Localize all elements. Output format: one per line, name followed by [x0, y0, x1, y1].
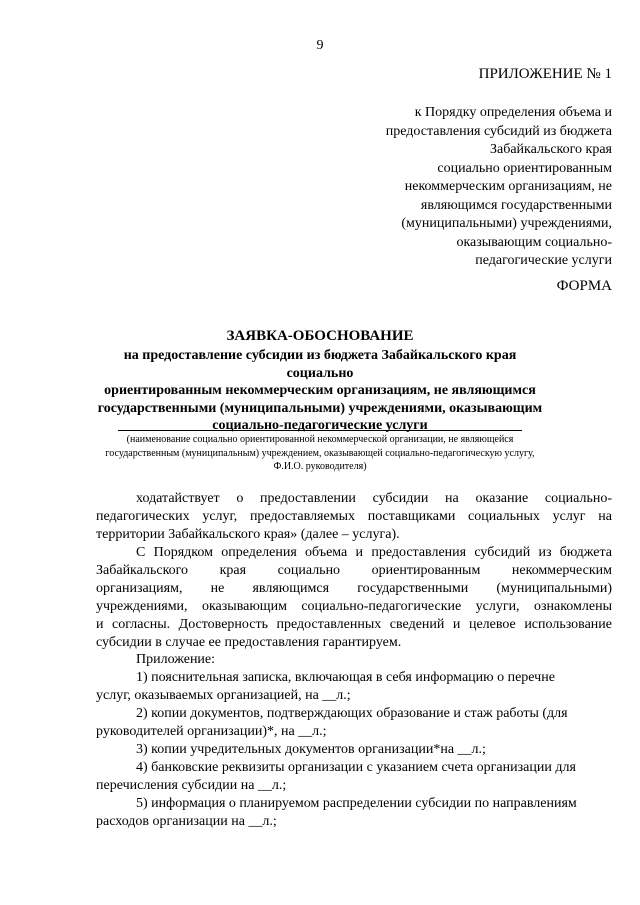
attachment-item: 4) банковские реквизиты организации с указанием счета организации для [136, 760, 576, 775]
attachments-heading: Приложение: [136, 652, 216, 667]
organization-caption [80, 433, 560, 474]
attachment-item: расходов организации на __л.; [96, 814, 277, 829]
paragraph-line: территории Забайкальского края» (далее – услуга). [96, 527, 400, 542]
subtitle-line: на предоставление субсидии из бюджета Забайкальского края социально [123, 348, 517, 381]
subtitle-line: социально-педагогические услуги [212, 418, 428, 433]
caption-line: Ф.И.О. руководителя) [273, 461, 367, 472]
attachments-list [96, 651, 612, 831]
paragraph-line: субсидии в случае ее предоставления гарантируем. [96, 635, 402, 650]
appendix-reference-line: оказывающим социально- [456, 234, 612, 250]
attachment-item: 5) информация о планируемом распределении субсидии по направлениям [136, 796, 577, 811]
form-label: ФОРМА [556, 278, 612, 294]
appendix-label: ПРИЛОЖЕНИЕ № 1 [478, 66, 612, 82]
document-subtitle [90, 347, 550, 435]
appendix-reference-line: являющимся государственными [420, 197, 612, 213]
paragraph-line: учреждениями, оказывающим социально-педагогические услуги, ознакомлены [96, 599, 612, 614]
organization-fill-line [118, 430, 522, 431]
paragraph-line: и согласны. Достоверность предоставленных сведений и целевое использование [96, 617, 612, 632]
paragraph-agreement [96, 544, 612, 652]
paragraph-line: ходатайствует о предоставлении субсидии на оказание социально- [136, 491, 612, 506]
appendix-reference-line: предоставления субсидий из бюджета [385, 123, 612, 139]
appendix-reference-line: социально ориентированным [437, 160, 612, 176]
attachment-item: 2) копии документов, подтверждающих образование и стаж работы (для [136, 706, 568, 721]
appendix-reference-line: некоммерческим организациям, не [404, 179, 612, 194]
caption-line: государственным (муниципальным) учреждением, оказывающей социально-педагогическую услугу, [105, 447, 535, 459]
attachment-item: 1) пояснительная записка, включающая в себя информацию о перечне [136, 670, 555, 685]
paragraph-petition [96, 490, 612, 544]
attachment-item: услуг, оказываемых организацией, на __л.; [96, 688, 351, 703]
document-title: ЗАЯВКА-ОБОСНОВАНИЕ [226, 328, 414, 344]
paragraph-line: С Порядком определения объема и предоставления субсидий из бюджета [136, 545, 612, 560]
appendix-reference-line: педагогические услуги [475, 253, 612, 268]
appendix-reference-line: Забайкальского края [489, 142, 612, 157]
appendix-reference [342, 104, 612, 271]
page-number: 9 [316, 38, 324, 53]
appendix-reference-line: к Порядку определения объема и [414, 105, 612, 120]
attachment-item: 3) копии учредительных документов организации*на __л.; [136, 742, 486, 757]
attachment-item: перечисления субсидии на __л.; [96, 778, 287, 793]
attachment-item: руководителей организации)*, на __л.; [96, 724, 327, 739]
paragraph-line: организациям, не являющимся государственными (муниципальными) [96, 581, 612, 596]
paragraph-line: педагогических услуг, предоставляемых поставщиками социальных услуг на [96, 509, 612, 524]
subtitle-line: государственными (муниципальными) учреждениями, оказывающим [97, 400, 543, 416]
paragraph-line: Забайкальского края социально ориентированным некоммерческим [96, 563, 612, 578]
caption-line: (наименование социально ориентированной некоммерческой организации, не являющейся [126, 434, 514, 445]
appendix-reference-line: (муниципальными) учреждениями, [401, 216, 612, 231]
subtitle-line: ориентированным некоммерческим организациям, не являющимся [104, 383, 536, 398]
